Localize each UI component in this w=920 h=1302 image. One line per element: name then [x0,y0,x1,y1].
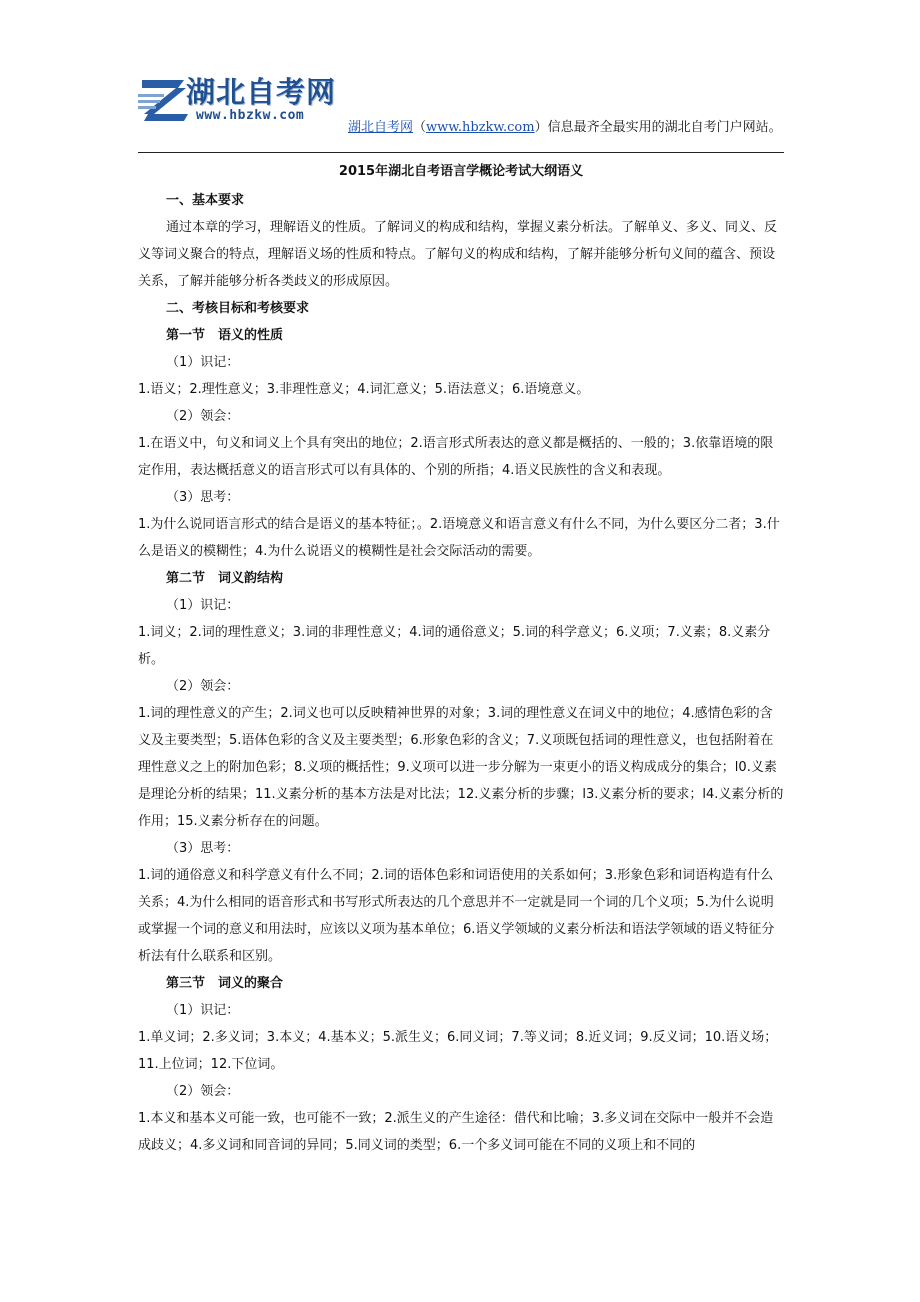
z-logo-icon [138,74,190,124]
site-logo[interactable] [138,66,348,128]
logo-url: www.hbzkw.com [196,108,305,123]
part-text: 1.本义和基本义可能一致，也可能不一致；2.派生义的产生途径：借代和比喻；3.多义词在交际中一般并不会造成歧义；4.多义词和同音词的异同；5.同义词的类型；6.一个多义词可能在不同的义项上和不同的 [138,1111,774,1153]
part-label: （2）领会： [166,679,240,694]
document-title: 2015年湖北自考语言学概论考试大纲语义 [338,164,584,179]
part-label: （3）思考： [166,490,240,505]
part-text: 1.单义词；2.多义词；3.本义；4.基本义；5.派生义；6.同义词；7.等义词；8.近义词；9.反义词；10.语义场；11.上位词；12.下位词。 [138,1030,778,1072]
heading-basic-requirements: 一、基本要求 [166,193,245,208]
part-text: 1.词的通俗意义和科学意义有什么不同；2.词的语体色彩和词语使用的关系如何；3.形象色彩和词语构造有什么关系；4.为什么相同的语音形式和书写形式所表达的几个意思并不一定就是同一个词的几个义项；5.为什么说明或掌握一个词的意义和用法时，应该以义项为基本单位；6.语义学领域的义素分析法和语法学领域的语义特征分析法有什么联系和区别。 [138,868,775,964]
site-tagline [348,116,782,135]
section-title: 第一节 语义的性质 [166,328,284,343]
header-divider [138,152,784,153]
part-text: 1.词义；2.词的理性意义；3.词的非理性意义；4.词的通俗意义；5.词的科学意义；6.义项；7.义素；8.义素分析。 [138,625,771,667]
part-text: 1.在语义中，句义和词义上个具有突出的地位；2.语言形式所表达的意义都是概括的、一般的；3.依靠语境的限定作用，表达概括意义的语言形式可以有具体的、个别的所指；4.语义民族性的含义和表现。 [138,436,774,478]
part-text: 1.语义；2.理性意义；3.非理性意义；4.词汇意义；5.语法意义；6.语境意义。 [138,382,590,397]
section-title: 第二节 词义韵结构 [166,571,284,586]
heading-exam-objectives: 二、考核目标和考核要求 [166,301,310,316]
part-label: （1）识记： [166,598,240,613]
part-label: （3）思考： [166,841,240,856]
document-body [138,162,784,1159]
part-label: （2）领会： [166,1084,240,1099]
paren-open: （ [413,120,427,135]
site-link[interactable]: 湖北自考网 [348,120,414,135]
part-text: 1.为什么说同语言形式的结合是语义的基本特征；。2.语境意义和语言意义有什么不同，为什么要区分二者；3.什么是语义的模糊性；4.为什么说语义的模糊性是社会交际活动的需要。 [138,517,780,559]
intro-paragraph: 通过本章的学习，理解语义的性质。了解词义的构成和结构，掌握义素分析法。了解单义、多义、同义、反义等词义聚合的特点，理解语义场的性质和特点。了解句义的构成和结构，了解并能够分析句义间的蕴含、预设关系，了解并能够分析各类歧义的形成原因。 [138,220,778,289]
part-label: （1）识记： [166,1003,240,1018]
logo-title: 湖北自考网 [186,75,337,109]
tagline-text: ）信息最齐全最实用的湖北自考门户网站。 [534,120,782,135]
section-title: 第三节 词义的聚合 [166,976,284,991]
url-link[interactable]: www.hbzkw.com [426,120,535,135]
part-label: （2）领会： [166,409,240,424]
part-label: （1）识记： [166,355,240,370]
part-text: 1.词的理性意义的产生；2.词义也可以反映精神世界的对象；3.词的理性意义在词义中的地位；4.感情色彩的含义及主要类型；5.语体色彩的含义及主要类型；6.形象色彩的含义；7.义项既包括词的理性意义，也包括附着在理性意义之上的附加色彩；8.义项的概括性；9.义项可以进一步分解为一束更小的语义构成成分的集合；l0.义素是理论分析的结果；11.义素分析的基本方法是对比法；12.义素分析的步骤；l3.义素分析的要求；l4.义素分析的作用；15.义素分析存在的问题。 [138,706,784,829]
